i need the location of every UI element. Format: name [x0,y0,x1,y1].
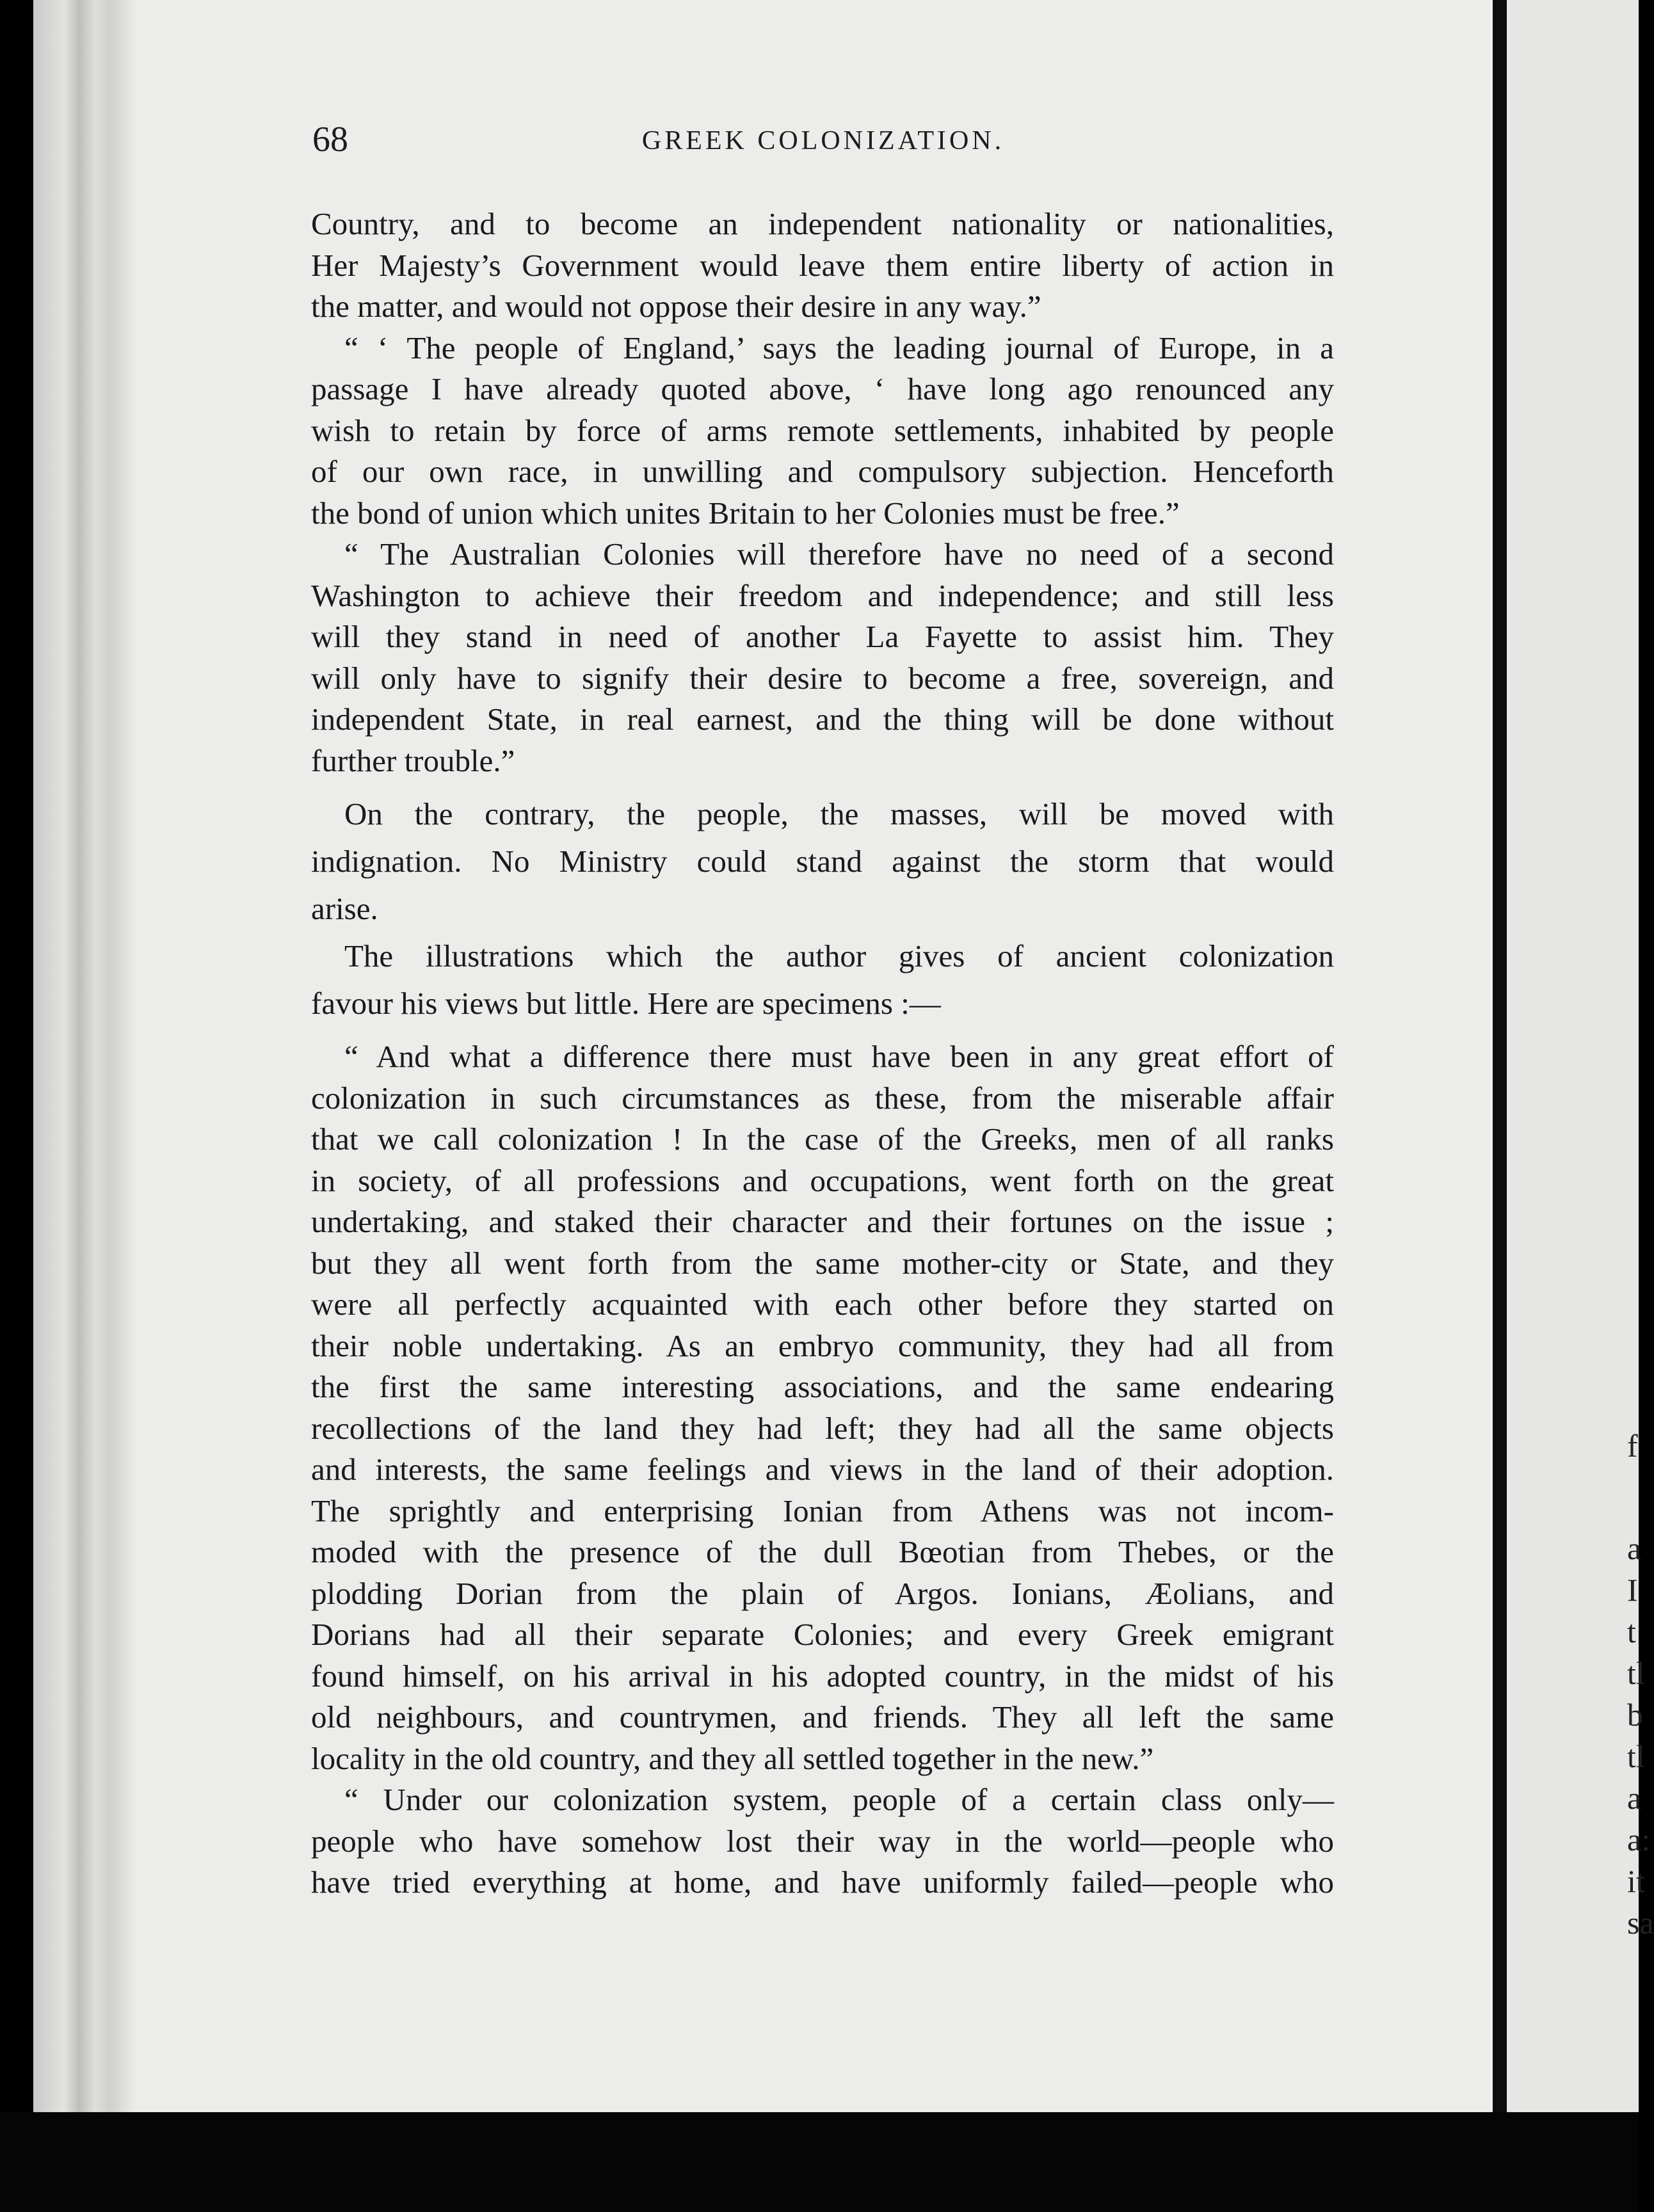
text-line: undertaking, and staked their character and their fortunes on the issue ; [311,1204,1334,1239]
text-line: have tried everything at home, and have uniformly failed—people who [311,1864,1334,1900]
text-line: in society, of all professions and occupations, went forth on the great [311,1162,1334,1198]
text-line: The sprightly and enterprising Ionian from Athens was not incom- [311,1493,1334,1528]
facing-page-fragment: a: [1627,1822,1651,1857]
page-stack-edge [33,0,136,2112]
text-line: the matter, and would not oppose their desire in any way.” [311,289,1041,324]
text-line: will they stand in need of another La Fayette to assist him. They [311,619,1334,654]
text-line: that we call colonization ! In the case of the Greeks, men of all ranks [311,1121,1334,1157]
facing-page-fragment: a [1627,1530,1642,1566]
text-line: but they all went forth from the same mother-city or State, and they [311,1245,1334,1281]
text-line: “ Under our colonization system, people of a certain class only— [344,1782,1334,1817]
text-line: arise. [311,891,378,926]
text-line: locality in the old country, and they all settled together in the new.” [311,1740,1154,1776]
facing-page [1507,0,1654,2138]
facing-page-fragment: tl [1627,1738,1645,1774]
text-line: “ ‘ The people of England,’ says the leading journal of Europe, in a [344,330,1334,365]
page-number: 68 [312,120,348,159]
paragraph [311,933,1334,1027]
facing-page-fragment: f [1627,1428,1638,1464]
text-line: “ And what a difference there must have been in any great effort of [344,1039,1334,1074]
text-line: moded with the presence of the dull Bœotian from Thebes, or the [311,1534,1334,1569]
paragraph [311,534,1334,781]
paragraph [311,790,1334,933]
text-line: recollections of the land they had left; they had all the same objects [311,1410,1334,1446]
paragraph [311,328,1334,534]
text-line: the bond of union which unites Britain to her Colonies must be free.” [311,495,1180,531]
facing-page-fragment: tl [1627,1655,1645,1691]
book-gutter [1493,0,1507,2144]
text-line: were all perfectly acquainted with each other before they started on [311,1286,1334,1322]
text-line: wish to retain by force of arms remote settlements, inhabited by people [311,412,1334,448]
quotation [311,1036,1334,1779]
text-line: colonization in such circumstances as these, from the miserable affair [311,1080,1334,1116]
text-line: will only have to signify their desire to become a free, sovereign, and [311,660,1334,696]
text-line: passage I have already quoted above, ‘ have long ago renounced any [311,371,1334,406]
text-line: old neighbours, and countrymen, and friends. They all left the same [311,1699,1334,1735]
text-line: and interests, the same feelings and views in the land of their adoption. [311,1452,1334,1487]
text-line: favour his views but little. Here are specimens :— [311,986,941,1021]
quotation [311,1779,1334,1903]
text-line: further trouble.” [311,742,515,778]
facing-page-fragment: b [1627,1697,1643,1733]
facing-page-fragment: I [1627,1572,1638,1608]
text-line: indignation. No Ministry could stand against the storm that would [311,844,1334,879]
scan-background [0,2112,1639,2212]
paragraph [311,204,1334,328]
text-line: of our own race, in unwilling and compulsory subjection. Henceforth [311,454,1334,489]
text-line: their noble undertaking. As an embryo community, they had all from [311,1327,1334,1363]
text-line: the first the same interesting associations, and the same endearing [311,1369,1334,1404]
text-line: found himself, on his arrival in his adopted country, in the midst of his [311,1658,1334,1694]
facing-page-fragment: a [1627,1780,1642,1816]
page-header [312,119,1334,164]
text-line: Dorians had all their separate Colonies; and every Greek emigrant [311,1617,1334,1652]
body-text [311,204,1334,1903]
text-line: The illustrations which the author gives of ancient colonization [344,938,1334,974]
text-line: Country, and to become an independent nationality or nationalities, [311,206,1334,241]
text-line: people who have somehow lost their way in the world—people who [311,1823,1334,1859]
text-line: Washington to achieve their freedom and independence; and still less [311,577,1334,613]
text-line: independent State, in real earnest, and the thing will be done without [311,701,1334,737]
text-line: Her Majesty’s Government would leave them entire liberty of action in [311,247,1334,283]
facing-page-fragment: it [1627,1863,1645,1899]
text-line: On the contrary, the people, the masses, will be moved with [344,796,1334,831]
text-line: plodding Dorian from the plain of Argos. Ionians, Æolians, and [311,1575,1334,1611]
running-title: GREEK COLONIZATION. [641,126,1005,156]
facing-page-fragment: sa [1627,1905,1654,1941]
text-line: “ The Australian Colonies will therefore have no need of a second [344,536,1334,572]
facing-page-fragment: t [1627,1614,1636,1649]
